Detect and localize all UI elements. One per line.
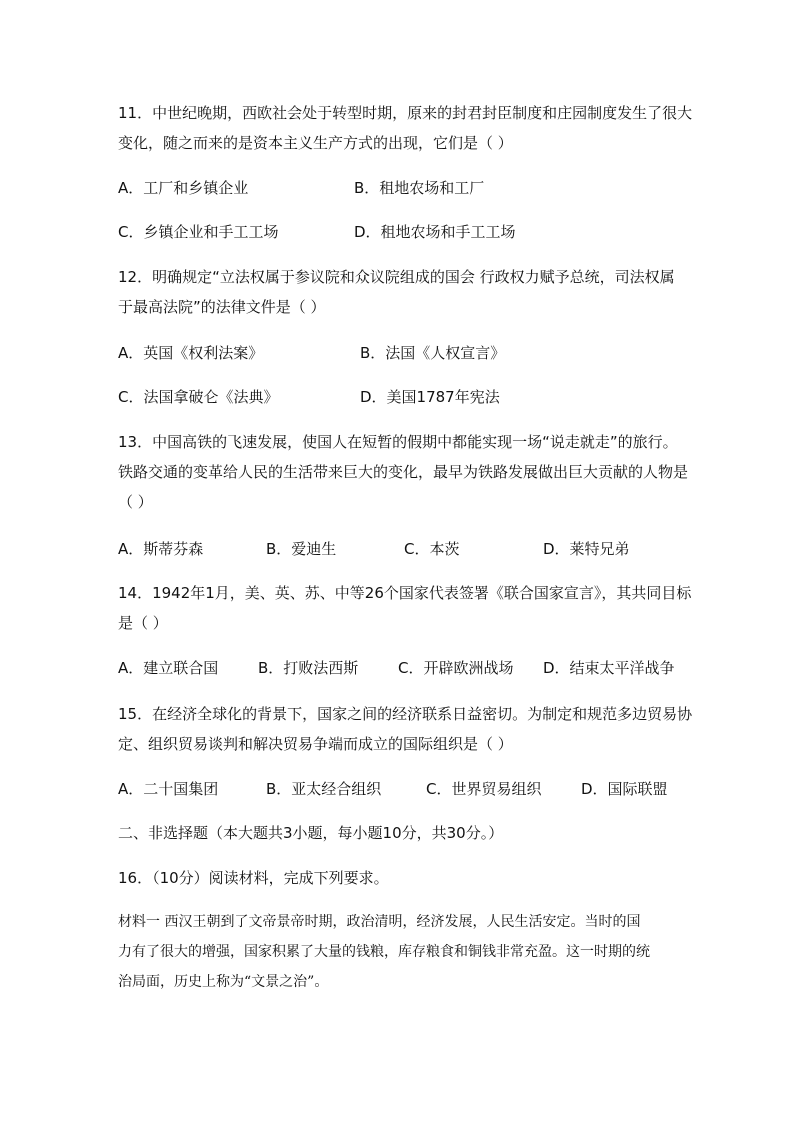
q12-option-a: A．英国《权利法案》 (118, 344, 264, 362)
q14-option-b: B．打败法西斯 (258, 659, 359, 677)
q15-option-a: A．二十国集团 (118, 780, 219, 798)
q14-option-a: A．建立联合国 (118, 659, 219, 677)
q12-option-b: B．法国《人权宣言》 (360, 344, 506, 362)
q15-option-d: D．国际联盟 (581, 780, 668, 798)
q12-option-c: C．法国拿破仑《法典》 (118, 388, 279, 406)
q11-option-a: A．工厂和乡镇企业 (118, 179, 249, 197)
q13-option-b: B．爱迪生 (266, 540, 337, 558)
q12-stem-line1: 12．明确规定“立法权属于参议院和众议院组成的国会 行政权力赋予总统，司法权属 (118, 268, 675, 286)
q14-stem-line1: 14．1942年1月，美、英、苏、中等26个国家代表签署《联合国家宣言》，其共同目标 (118, 584, 692, 602)
q16-material1-line3: 治局面，历史上称为“文景之治”。 (118, 974, 329, 990)
q15-stem-line2: 定、组织贸易谈判和解决贸易争端而成立的国际组织是（ ） (118, 735, 513, 753)
q14-option-c: C．开辟欧洲战场 (398, 659, 514, 677)
q15-option-c: C．世界贸易组织 (426, 780, 542, 798)
q12-stem-line2: 于最高法院”的法律文件是（ ） (118, 298, 326, 316)
q13-stem-line3: （ ） (118, 493, 153, 511)
q13-stem-line2: 铁路交通的变革给人民的生活带来巨大的变化，最早为铁路发展做出巨大贡献的人物是 (118, 463, 689, 481)
q13-option-d: D．莱特兄弟 (543, 540, 630, 558)
q15-stem-line1: 15．在经济全球化的背景下，国家之间的经济联系日益密切。为制定和规范多边贸易协 (118, 705, 693, 723)
q13-option-c: C．本茨 (404, 540, 460, 558)
q11-option-b: B．租地农场和工厂 (354, 179, 485, 197)
q14-option-d: D．结束太平洋战争 (543, 659, 675, 677)
q11-option-d: D．租地农场和手工工场 (354, 223, 516, 241)
q15-option-b: B．亚太经合组织 (266, 780, 382, 798)
section2-heading: 二、非选择题（本大题共3小题，每小题10分，共30分。） (118, 824, 504, 842)
q16-material1-line1: 材料一 西汉王朝到了文帝景帝时期，政治清明，经济发展，人民生活安定。当时的国 (118, 914, 641, 930)
q14-stem-line2: 是（ ） (118, 614, 168, 632)
q13-option-a: A．斯蒂芬森 (118, 540, 204, 558)
q12-option-d: D．美国1787年宪法 (360, 388, 500, 406)
q11-stem-line2: 变化，随之而来的是资本主义生产方式的出现，它们是（ ） (118, 134, 513, 152)
q11-stem-line1: 11．中世纪晚期，西欧社会处于转型时期，原来的封君封臣制度和庄园制度发生了很大 (118, 104, 693, 122)
q16-heading: 16．（10分）阅读材料，完成下列要求。 (118, 869, 389, 887)
q11-option-c: C．乡镇企业和手工工场 (118, 223, 279, 241)
q16-material1-line2: 力有了很大的增强，国家积累了大量的钱粮，库存粮食和铜钱非常充盈。这一时期的统 (118, 944, 650, 960)
q13-stem-line1: 13．中国高铁的飞速发展，使国人在短暂的假期中都能实现一场“说走就走”的旅行。 (118, 433, 678, 451)
